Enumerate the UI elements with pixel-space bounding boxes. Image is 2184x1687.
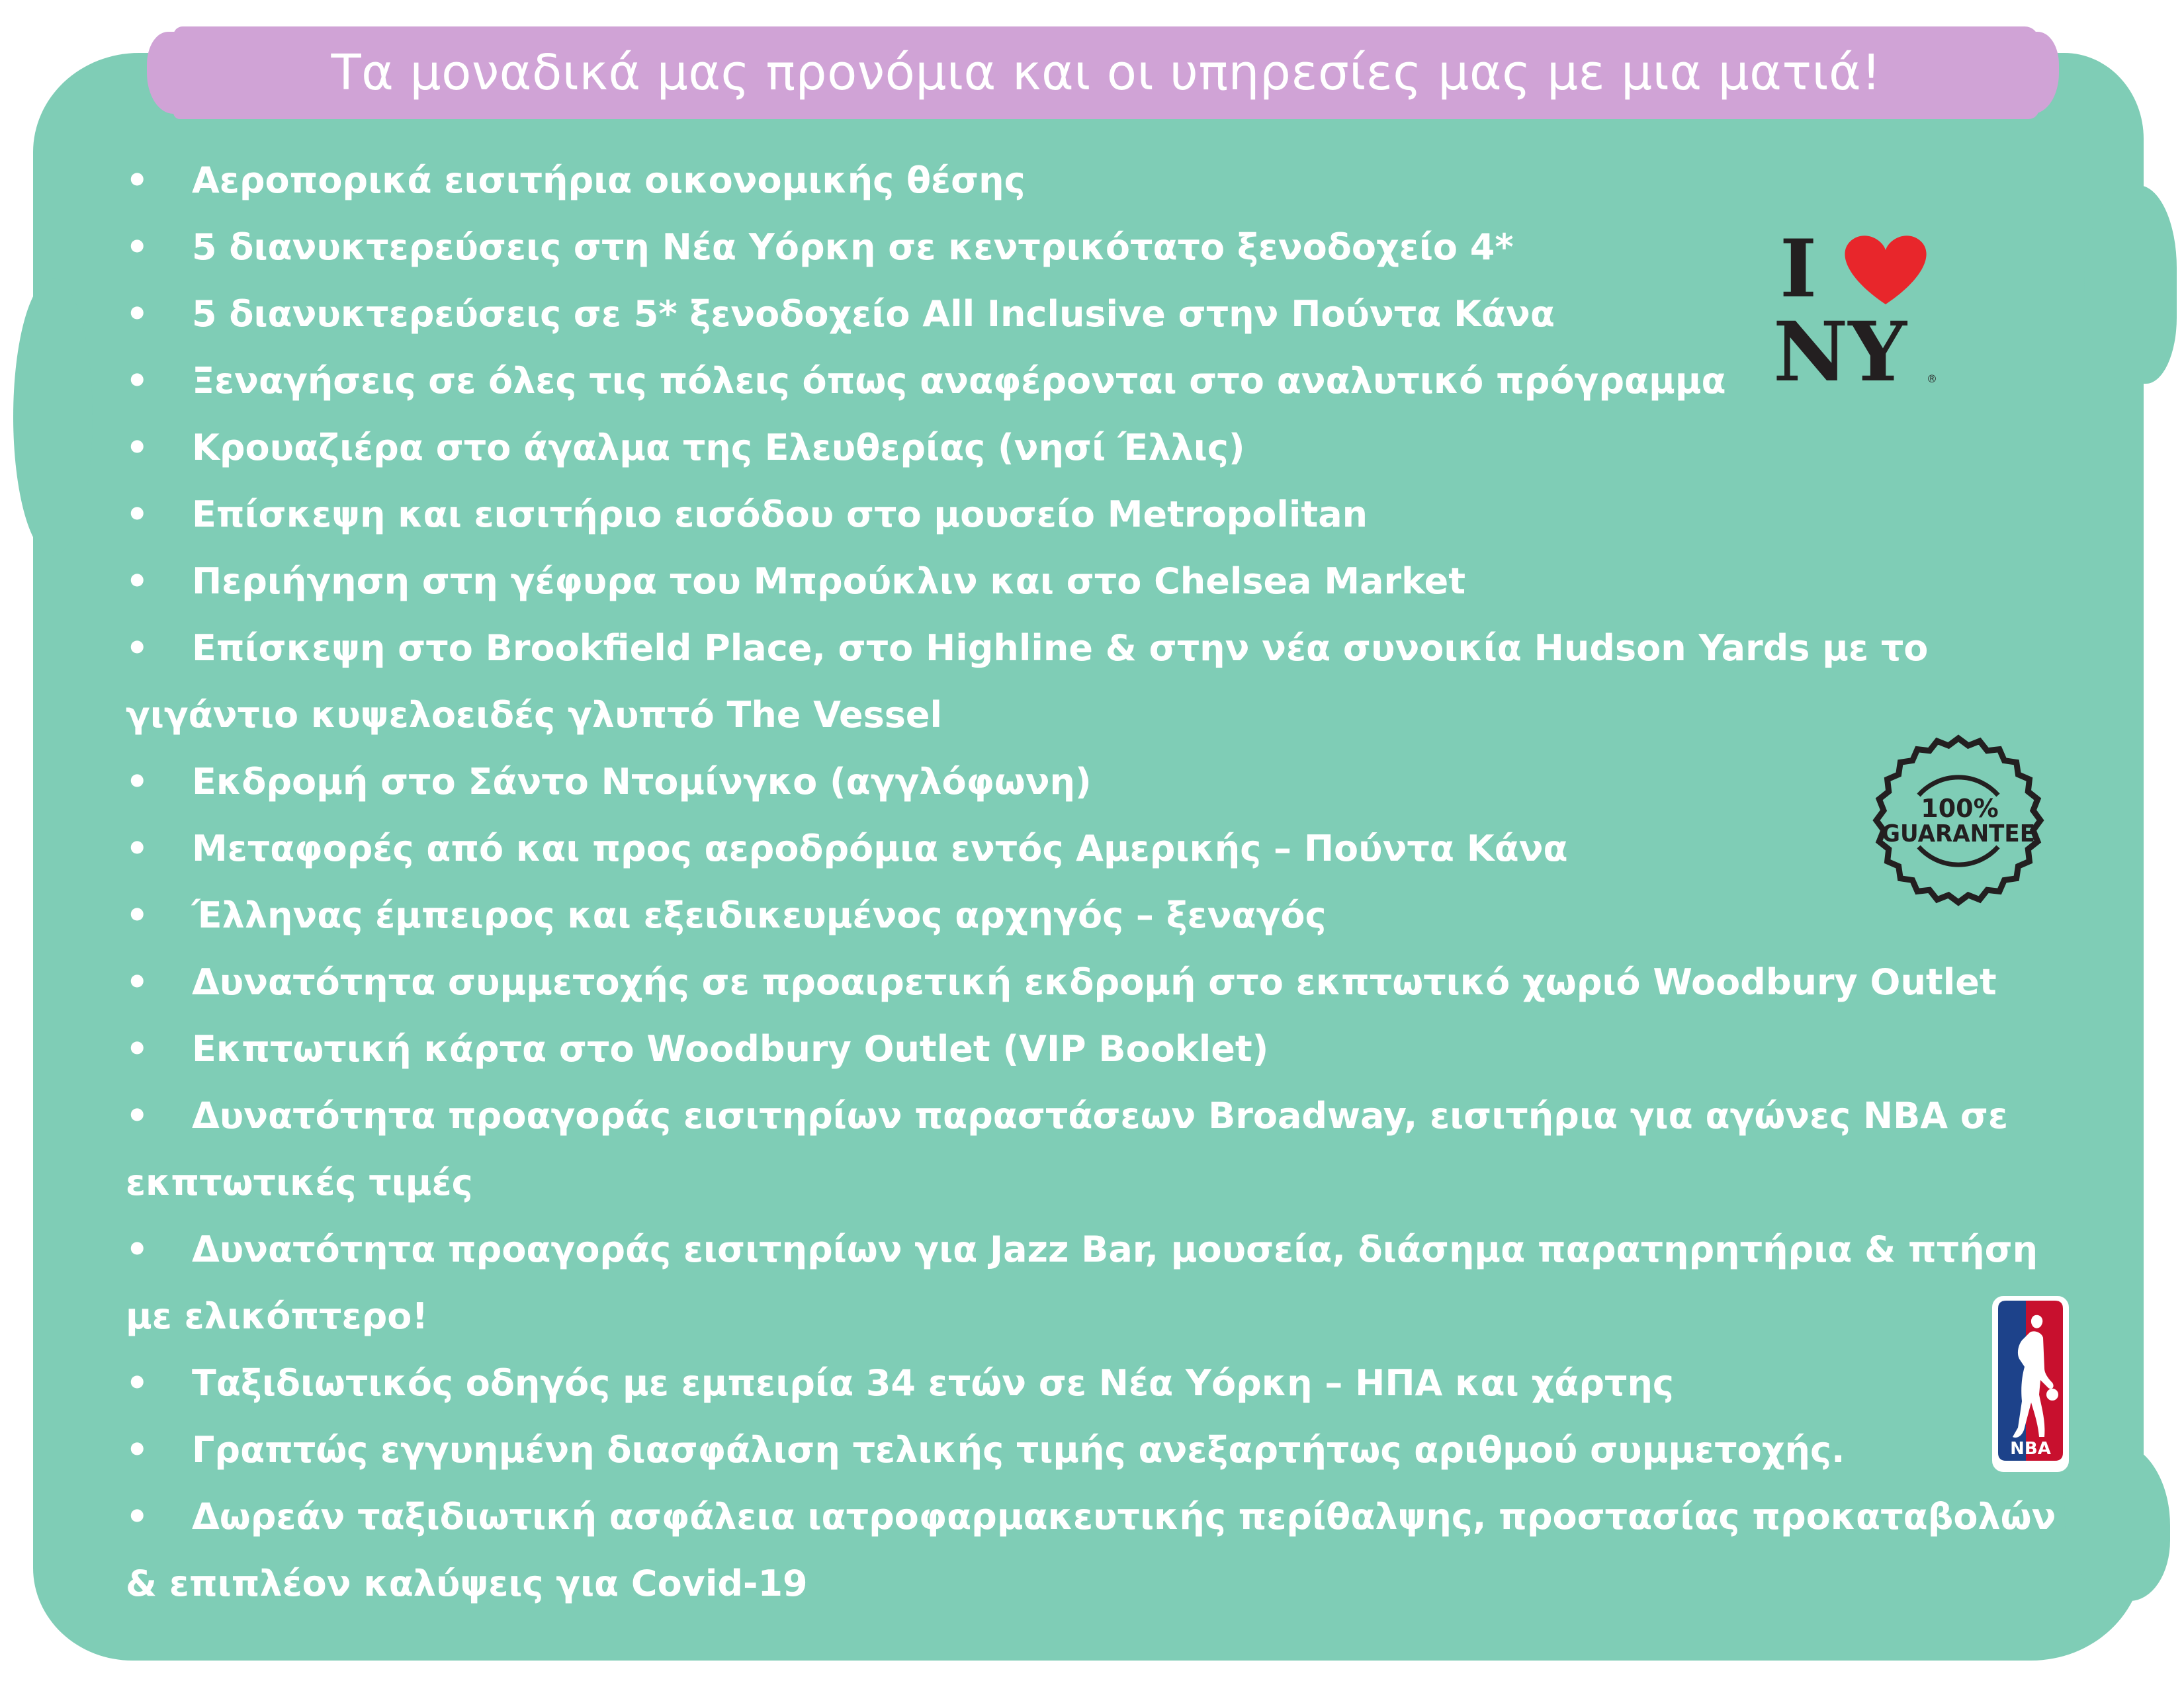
bullet-icon: • [126, 1095, 149, 1137]
nba-text: NBA [2010, 1439, 2051, 1459]
list-item [126, 949, 2084, 1016]
guarantee-badge [1872, 734, 2044, 906]
list-item-text: Γραπτώς εγγυημένη διασφάλιση τελικής τιμής ανεξαρτήτως αριθμού συμμετοχής. [192, 1429, 1845, 1471]
panel-edge [2084, 185, 2177, 384]
list-item-text: Έλληνας έμπειρος και εξειδικευμένος αρχηγός – ξεναγός [192, 894, 1327, 936]
list-item [126, 815, 2084, 882]
badge-bottom-arc [1919, 847, 1998, 865]
bullet-icon: • [126, 828, 149, 869]
bullet-icon: • [126, 627, 149, 669]
list-item [126, 481, 2084, 548]
list-item-text: 5 διανυκτερεύσεις σε 5* ξενοδοχείο All Inclusive στην Πούντα Κάνα [192, 293, 1555, 335]
bullet-icon: • [126, 360, 149, 402]
list-item-text: Επίσκεψη στο Brookfield Place, στο Highline & στην νέα συνοικία Hudson Yards με το γιγάντιο κυψελοειδές γλυπτό The Vessel [126, 627, 1929, 736]
bullet-icon: • [126, 761, 149, 802]
bullet-icon: • [126, 1362, 149, 1404]
list-item-text: Αεροπορικά εισιτήρια οικονομικής θέσης [192, 159, 1026, 201]
bullet-icon: • [126, 1028, 149, 1070]
list-item-text: Εκδρομή στο Σάντο Ντομίνγκο (αγγλόφωνη) [192, 761, 1092, 802]
list-item-text: 5 διανυκτερεύσεις στη Νέα Υόρκη σε κεντρικότατο ξενοδοχείο 4* [192, 226, 1514, 268]
list-item-text: Εκπτωτική κάρτα στο Woodbury Outlet (VIP Booklet) [192, 1028, 1269, 1070]
bullet-icon: • [126, 293, 149, 335]
list-item-text: Μεταφορές από και προς αεροδρόμια εντός Αμερικής – Πούντα Κάνα [192, 828, 1568, 869]
list-item-text: Δυνατότητα προαγοράς εισιτηρίων παραστάσεων Broadway, εισιτήρια για αγώνες NBA σε εκπτωτικές τιμές [126, 1095, 2009, 1203]
bullet-icon: • [126, 427, 149, 468]
nba-logo [1991, 1295, 2070, 1473]
list-item [126, 882, 2084, 949]
bullet-icon: • [126, 560, 149, 602]
bullet-icon: • [126, 1429, 149, 1471]
badge-bottom-text: GUARANTEE [1882, 820, 2035, 847]
panel-edge [13, 278, 93, 556]
i-love-ny-logo [1773, 225, 1945, 397]
basketball-icon [2046, 1389, 2058, 1401]
nba-blue-field [1998, 1301, 2026, 1461]
list-item [126, 147, 2084, 214]
registered-mark: ® [1927, 372, 1937, 385]
list-item [126, 615, 2084, 748]
list-item [126, 1016, 2084, 1082]
bullet-icon: • [126, 894, 149, 936]
list-item [126, 548, 2084, 615]
badge-top-text: 100% [1921, 794, 1999, 823]
list-item [126, 1216, 2084, 1350]
list-item-text: Ταξιδιωτικός οδηγός με εμπειρία 34 ετών σε Νέα Υόρκη – ΗΠΑ και χάρτης [192, 1362, 1674, 1404]
bullet-icon: • [126, 159, 149, 201]
list-item-text: Ξεναγήσεις σε όλες τις πόλεις όπως αναφέρονται στο αναλυτικό πρόγραμμα [192, 360, 1726, 402]
bullet-icon: • [126, 961, 149, 1003]
list-item [126, 1082, 2084, 1216]
list-item-text: Κρουαζιέρα στο άγαλμα της Ελευθερίας (νησί Έλλις) [192, 427, 1245, 468]
page-title: Τα μοναδικά μας προνόμια και οι υπηρεσίες μας με μια ματιά! [331, 44, 1882, 101]
list-item-text: Δυνατότητα συμμετοχής σε προαιρετική εκδρομή στο εκπτωτικό χωριό Woodbury Outlet [192, 961, 1997, 1003]
list-item-text: Δωρεάν ταξιδιωτική ασφάλεια ιατροφαρμακευτικής περίθαλψης, προστασίας προκαταβολών & επιπλέον καλύψεις για Covid-19 [126, 1496, 2056, 1604]
list-item-text: Δυνατότητα προαγοράς εισιτηρίων για Jazz Bar, μουσεία, διάσημα παρατηρητήρια & πτήση με ελικόπτερο! [126, 1229, 2038, 1337]
i-love-ny-letter-i: I [1780, 225, 1817, 316]
badge-top-arc [1919, 777, 1998, 795]
title-banner [173, 26, 2039, 119]
list-item [126, 414, 2084, 481]
i-love-ny-letters-ny: NY [1773, 304, 1907, 397]
bullet-icon: • [126, 226, 149, 268]
heart-icon [1845, 236, 1926, 304]
list-item [126, 1416, 2084, 1483]
list-item [126, 1350, 2084, 1416]
bullet-icon: • [126, 1496, 149, 1537]
bullet-icon: • [126, 1229, 149, 1270]
bullet-icon: • [126, 494, 149, 535]
list-item-text: Επίσκεψη και εισιτήριο εισόδου στο μουσείο Metropolitan [192, 494, 1368, 535]
list-item [126, 748, 2084, 815]
list-item-text: Περιήγηση στη γέφυρα του Μπρούκλιν και στο Chelsea Market [192, 560, 1466, 602]
list-item [126, 1483, 2084, 1617]
